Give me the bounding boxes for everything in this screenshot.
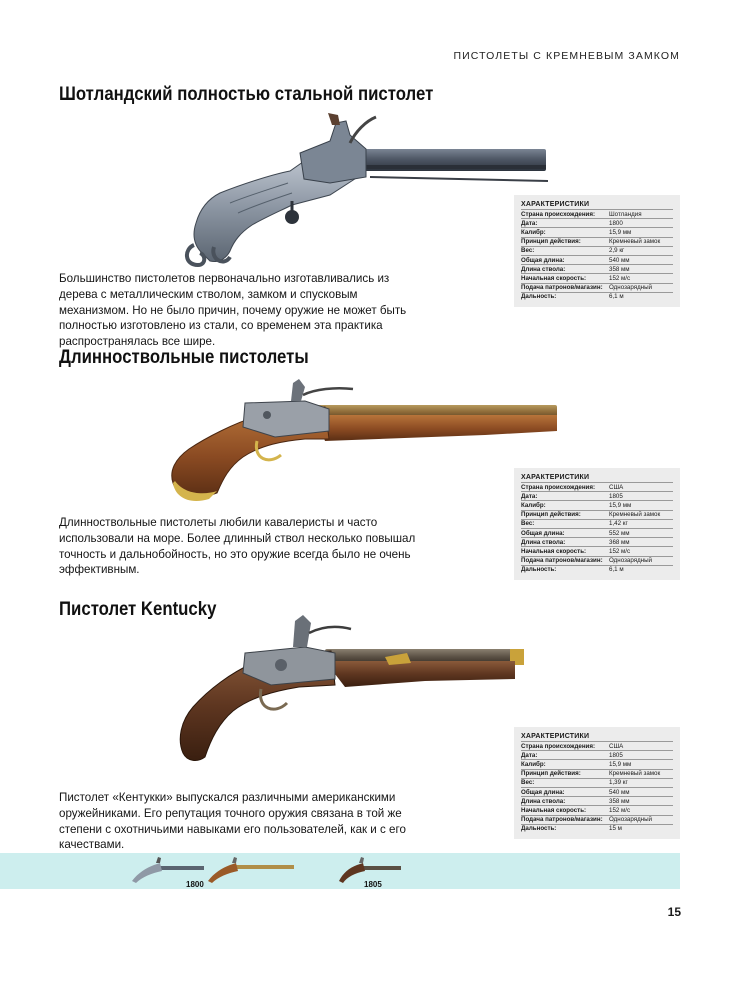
page-number: 15 <box>667 905 681 919</box>
spec-row <box>521 760 673 769</box>
spec-label: Принцип действия: <box>521 237 609 246</box>
spec-value: Однозарядный <box>609 815 673 824</box>
spec-label: Общая длина: <box>521 528 609 537</box>
spec-label: Дальность: <box>521 565 609 574</box>
spec-label: Длина ствола: <box>521 797 609 806</box>
spec-value: 2,9 кг <box>609 246 673 255</box>
spec-label: Вес: <box>521 519 609 528</box>
timeline-band <box>0 853 680 889</box>
spec-row <box>521 492 673 501</box>
spec-row <box>521 778 673 787</box>
spec-label: Страна происхождения: <box>521 210 609 219</box>
timeline-year: 1805 <box>364 880 382 889</box>
spec-heading: ХАРАКТЕРИСТИКИ <box>521 733 590 740</box>
spec-value: 15 м <box>609 824 673 833</box>
spec-table <box>521 482 673 574</box>
spec-label: Калибр: <box>521 760 609 769</box>
spec-label: Дальность: <box>521 824 609 833</box>
spec-value: 540 мм <box>609 255 673 264</box>
spec-value: Кремневый замок <box>609 237 673 246</box>
spec-row <box>521 274 673 283</box>
spec-value: 152 м/с <box>609 806 673 815</box>
spec-label: Подача патронов/магазин: <box>521 283 609 292</box>
spec-row <box>521 547 673 556</box>
spec-label: Вес: <box>521 778 609 787</box>
section-header-label: ПИСТОЛЕТЫ С КРЕМНЕВЫМ ЗАМКОМ <box>453 50 680 62</box>
spec-label: Дата: <box>521 492 609 501</box>
spec-label: Принцип действия: <box>521 510 609 519</box>
spec-label: Общая длина: <box>521 255 609 264</box>
timeline-year: 1800 <box>186 880 204 889</box>
spec-value: 540 мм <box>609 787 673 796</box>
spec-table <box>521 209 673 301</box>
spec-label: Подача патронов/магазин: <box>521 556 609 565</box>
spec-label: Страна происхождения: <box>521 742 609 751</box>
spec-value: 15,9 мм <box>609 760 673 769</box>
section-description-long-barrel: Длинноствольные пистолеты любили кавалеристы и часто использовали на море. Более длинный ствол несколько повышал точность и дальнобойность, но это оружие всегда было не очень эффективным. <box>59 516 416 577</box>
spec-value: 15,9 мм <box>609 228 673 237</box>
spec-row <box>521 806 673 815</box>
spec-row <box>521 210 673 219</box>
spec-row <box>521 483 673 492</box>
spec-value: Кремневый замок <box>609 769 673 778</box>
spec-table <box>521 741 673 833</box>
spec-value: 1,42 кг <box>609 519 673 528</box>
spec-value: 1805 <box>609 492 673 501</box>
spec-row <box>521 292 673 301</box>
spec-value: США <box>609 483 673 492</box>
kentucky-pistol-illustration <box>175 607 527 765</box>
spec-row <box>521 556 673 565</box>
spec-label: Начальная скорость: <box>521 274 609 283</box>
spec-label: Дальность: <box>521 292 609 301</box>
spec-label: Длина ствола: <box>521 265 609 274</box>
spec-value: 152 м/с <box>609 547 673 556</box>
spec-label: Общая длина: <box>521 787 609 796</box>
spec-value: 368 мм <box>609 538 673 547</box>
section-title-scottish: Шотландский полностью стальной пистолет <box>59 83 434 105</box>
long-barrel-pistol-illustration <box>165 375 560 507</box>
spec-value: 6,1 м <box>609 565 673 574</box>
spec-row <box>521 510 673 519</box>
spec-box-kentucky <box>514 727 680 839</box>
spec-row <box>521 228 673 237</box>
spec-heading: ХАРАКТЕРИСТИКИ <box>521 201 590 208</box>
section-description-kentucky: Пистолет «Кентукки» выпускался различными американскими оружейниками. Его репутация точного оружия связана в той же степени с охотничьими навыками его пользователей, как и с его качествами. <box>59 791 406 852</box>
spec-value: Шотландия <box>609 210 673 219</box>
spec-row <box>521 255 673 264</box>
spec-label: Подача патронов/магазин: <box>521 815 609 824</box>
spec-row <box>521 538 673 547</box>
section-title-long-barrel: Длинноствольные пистолеты <box>59 346 309 368</box>
spec-label: Принцип действия: <box>521 769 609 778</box>
spec-label: Вес: <box>521 246 609 255</box>
spec-row <box>521 824 673 833</box>
section-description-scottish: Большинство пистолетов первоначально изготавливались из дерева с металлическим стволом, замком и спусковым механизмом. Но не было причин, почему оружие не может быть полностью изготовлено из стали, со временем эта практика распространялась все шире. <box>59 272 407 349</box>
spec-row <box>521 815 673 824</box>
spec-row <box>521 501 673 510</box>
spec-row <box>521 237 673 246</box>
spec-value: 552 мм <box>609 528 673 537</box>
spec-value: 358 мм <box>609 797 673 806</box>
spec-row <box>521 751 673 760</box>
scottish-steel-pistol-illustration <box>180 113 550 275</box>
spec-value: 6,1 м <box>609 292 673 301</box>
spec-label: Дата: <box>521 751 609 760</box>
spec-value: Однозарядный <box>609 556 673 565</box>
spec-label: Калибр: <box>521 501 609 510</box>
spec-label: Начальная скорость: <box>521 806 609 815</box>
spec-heading: ХАРАКТЕРИСТИКИ <box>521 474 590 481</box>
spec-row <box>521 565 673 574</box>
spec-label: Начальная скорость: <box>521 547 609 556</box>
spec-value: Однозарядный <box>609 283 673 292</box>
spec-value: 358 мм <box>609 265 673 274</box>
spec-row <box>521 265 673 274</box>
spec-row <box>521 769 673 778</box>
spec-box-long-barrel <box>514 468 680 580</box>
spec-row <box>521 519 673 528</box>
spec-value: Кремневый замок <box>609 510 673 519</box>
timeline-thumb-long-barrel <box>206 857 296 887</box>
section-title-kentucky: Пистолет Kentucky <box>59 598 217 620</box>
spec-value: 1805 <box>609 751 673 760</box>
spec-label: Калибр: <box>521 228 609 237</box>
spec-value: США <box>609 742 673 751</box>
spec-value: 15,9 мм <box>609 501 673 510</box>
spec-value: 152 м/с <box>609 274 673 283</box>
spec-row <box>521 787 673 796</box>
spec-row <box>521 528 673 537</box>
spec-label: Дата: <box>521 219 609 228</box>
spec-label: Страна происхождения: <box>521 483 609 492</box>
spec-value: 1800 <box>609 219 673 228</box>
spec-row <box>521 246 673 255</box>
spec-row <box>521 742 673 751</box>
spec-row <box>521 283 673 292</box>
spec-box-scottish <box>514 195 680 307</box>
spec-row <box>521 219 673 228</box>
spec-label: Длина ствола: <box>521 538 609 547</box>
spec-row <box>521 797 673 806</box>
spec-value: 1,39 кг <box>609 778 673 787</box>
